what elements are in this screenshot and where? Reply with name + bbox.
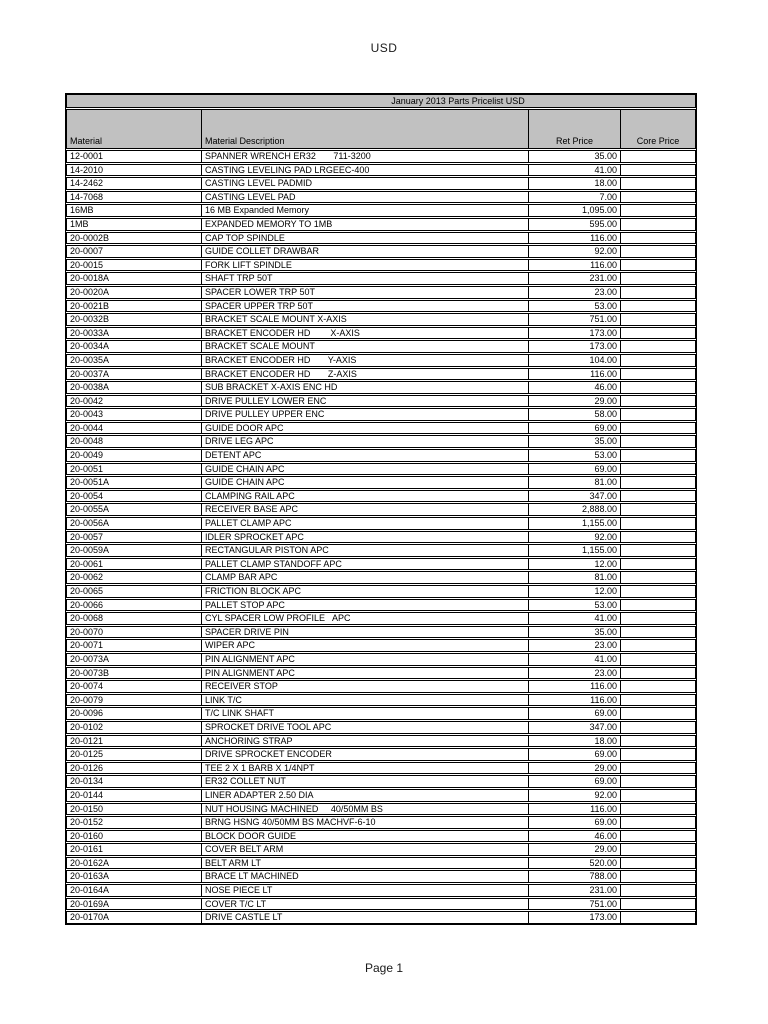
table-row (66, 300, 696, 313)
ret-price-cell: 53.00 (528, 449, 620, 462)
table-row (66, 286, 696, 299)
core-price-cell (620, 232, 696, 245)
material-cell: 20-0042 (66, 395, 201, 408)
material-cell: 20-0043 (66, 408, 201, 421)
description-cell: DRIVE SPROCKET ENCODER (201, 748, 528, 761)
description-cell: DRIVE PULLEY UPPER ENC (201, 408, 528, 421)
ret-price-cell: 92.00 (528, 245, 620, 258)
table-row (66, 911, 696, 924)
table-row (66, 463, 696, 476)
material-cell: 14-2010 (66, 164, 201, 177)
material-cell: 20-0160 (66, 830, 201, 843)
material-cell: 1MB (66, 218, 201, 231)
ret-price-cell: 35.00 (528, 435, 620, 448)
description-cell: DRIVE LEG APC (201, 435, 528, 448)
ret-price-cell: 751.00 (528, 898, 620, 911)
material-cell: 20-0150 (66, 803, 201, 816)
material-cell: 20-0073A (66, 653, 201, 666)
description-cell: PALLET CLAMP APC (201, 517, 528, 530)
table-row (66, 517, 696, 530)
material-cell: 20-0034A (66, 340, 201, 353)
table-row (66, 272, 696, 285)
material-cell: 20-0068 (66, 612, 201, 625)
table-row (66, 531, 696, 544)
core-price-cell (620, 531, 696, 544)
material-cell: 20-0152 (66, 816, 201, 829)
ret-price-cell: 81.00 (528, 571, 620, 584)
core-price-cell (620, 571, 696, 584)
description-cell: ER32 COLLET NUT (201, 775, 528, 788)
table-row (66, 830, 696, 843)
table-row (66, 816, 696, 829)
description-cell: WIPER APC (201, 639, 528, 652)
ret-price-cell: 116.00 (528, 368, 620, 381)
description-cell: BRACKET ENCODER HD Y-AXIS (201, 354, 528, 367)
table-row (66, 232, 696, 245)
table-row (66, 585, 696, 598)
description-cell: CASTING LEVELING PAD LRGEEC-400 (201, 164, 528, 177)
page-number: Page 1 (364, 961, 404, 975)
core-price-cell (620, 476, 696, 489)
ret-price-cell: 173.00 (528, 340, 620, 353)
core-price-cell (620, 843, 696, 856)
description-cell: BELT ARM LT (201, 857, 528, 870)
column-header-material: Material (66, 109, 201, 149)
ret-price-cell: 41.00 (528, 612, 620, 625)
core-price-cell (620, 639, 696, 652)
core-price-cell (620, 816, 696, 829)
description-cell: RECTANGULAR PISTON APC (201, 544, 528, 557)
ret-price-cell: 12.00 (528, 585, 620, 598)
core-price-cell (620, 870, 696, 883)
core-price-cell (620, 286, 696, 299)
pricelist-table (65, 93, 697, 925)
material-cell: 20-0134 (66, 775, 201, 788)
core-price-cell (620, 164, 696, 177)
material-cell: 14-7068 (66, 191, 201, 204)
ret-price-cell: 231.00 (528, 272, 620, 285)
description-cell: T/C LINK SHAFT (201, 707, 528, 720)
table-row (66, 150, 696, 163)
table-row (66, 707, 696, 720)
ret-price-cell: 18.00 (528, 177, 620, 190)
material-cell: 16MB (66, 204, 201, 217)
description-cell: BLOCK DOOR GUIDE (201, 830, 528, 843)
core-price-cell (620, 245, 696, 258)
material-cell: 20-0051 (66, 463, 201, 476)
core-price-cell (620, 218, 696, 231)
core-price-cell (620, 191, 696, 204)
description-cell: SPROCKET DRIVE TOOL APC (201, 721, 528, 734)
ret-price-cell: 29.00 (528, 395, 620, 408)
table-row (66, 870, 696, 883)
core-price-cell (620, 381, 696, 394)
description-cell: PIN ALIGNMENT APC (201, 667, 528, 680)
ret-price-cell: 23.00 (528, 667, 620, 680)
ret-price-cell: 69.00 (528, 816, 620, 829)
material-cell: 20-0057 (66, 531, 201, 544)
table-row (66, 395, 696, 408)
core-price-cell (620, 735, 696, 748)
column-header-material-description: Material Description (201, 109, 528, 149)
description-cell: CASTING LEVEL PAD (201, 191, 528, 204)
table-row (66, 490, 696, 503)
ret-price-cell: 58.00 (528, 408, 620, 421)
table-row (66, 571, 696, 584)
table-row (66, 626, 696, 639)
description-cell: NUT HOUSING MACHINED 40/50MM BS (201, 803, 528, 816)
material-cell: 20-0059A (66, 544, 201, 557)
description-cell: LINK T/C (201, 694, 528, 707)
ret-price-cell: 69.00 (528, 463, 620, 476)
ret-price-cell: 29.00 (528, 843, 620, 856)
table-row (66, 408, 696, 421)
description-cell: BRACKET ENCODER HD X-AXIS (201, 327, 528, 340)
core-price-cell (620, 599, 696, 612)
description-cell: SUB BRACKET X-AXIS ENC HD (201, 381, 528, 394)
table-title: January 2013 Parts Pricelist USD (66, 94, 696, 108)
table-row (66, 599, 696, 612)
material-cell: 20-0169A (66, 898, 201, 911)
core-price-cell (620, 313, 696, 326)
core-price-cell (620, 884, 696, 897)
material-cell: 20-0144 (66, 789, 201, 802)
ret-price-cell: 81.00 (528, 476, 620, 489)
description-cell: FRICTION BLOCK APC (201, 585, 528, 598)
description-cell: DRIVE PULLEY LOWER ENC (201, 395, 528, 408)
description-cell: BRNG HSNG 40/50MM BS MACHVF-6-10 (201, 816, 528, 829)
material-cell: 20-0055A (66, 503, 201, 516)
material-cell: 20-0007 (66, 245, 201, 258)
description-cell: SPACER DRIVE PIN (201, 626, 528, 639)
document-heading: USD (370, 41, 398, 55)
material-cell: 20-0065 (66, 585, 201, 598)
ret-price-cell: 69.00 (528, 422, 620, 435)
ret-price-cell: 116.00 (528, 803, 620, 816)
description-cell: COVER T/C LT (201, 898, 528, 911)
description-cell: RECEIVER STOP (201, 680, 528, 693)
description-cell: CASTING LEVEL PADMID (201, 177, 528, 190)
table-row (66, 191, 696, 204)
table-row (66, 177, 696, 190)
ret-price-cell: 231.00 (528, 884, 620, 897)
table-row (66, 503, 696, 516)
ret-price-cell: 1,095.00 (528, 204, 620, 217)
description-cell: FORK LIFT SPINDLE (201, 259, 528, 272)
table-row (66, 435, 696, 448)
description-cell: CLAMP BAR APC (201, 571, 528, 584)
description-cell: GUIDE COLLET DRAWBAR (201, 245, 528, 258)
description-cell: GUIDE CHAIN APC (201, 476, 528, 489)
core-price-cell (620, 259, 696, 272)
description-cell: DETENT APC (201, 449, 528, 462)
material-cell: 20-0048 (66, 435, 201, 448)
material-cell: 20-0170A (66, 911, 201, 924)
table-row (66, 748, 696, 761)
ret-price-cell: 2,888.00 (528, 503, 620, 516)
ret-price-cell: 18.00 (528, 735, 620, 748)
table-body (66, 150, 696, 924)
material-cell: 20-0054 (66, 490, 201, 503)
material-cell: 20-0096 (66, 707, 201, 720)
table-row (66, 735, 696, 748)
core-price-cell (620, 707, 696, 720)
core-price-cell (620, 667, 696, 680)
core-price-cell (620, 408, 696, 421)
ret-price-cell: 520.00 (528, 857, 620, 870)
column-header-ret-price: Ret Price (528, 109, 620, 149)
table-row (66, 762, 696, 775)
description-cell: PALLET CLAMP STANDOFF APC (201, 558, 528, 571)
material-cell: 14-2462 (66, 177, 201, 190)
table-header-row (66, 109, 696, 149)
ret-price-cell: 104.00 (528, 354, 620, 367)
core-price-cell (620, 463, 696, 476)
core-price-cell (620, 300, 696, 313)
ret-price-cell: 46.00 (528, 381, 620, 394)
description-cell: RECEIVER BASE APC (201, 503, 528, 516)
ret-price-cell: 595.00 (528, 218, 620, 231)
ret-price-cell: 116.00 (528, 259, 620, 272)
core-price-cell (620, 911, 696, 924)
core-price-cell (620, 803, 696, 816)
description-cell: BRACKET ENCODER HD Z-AXIS (201, 368, 528, 381)
description-cell: COVER BELT ARM (201, 843, 528, 856)
material-cell: 20-0070 (66, 626, 201, 639)
table-row (66, 368, 696, 381)
table-row (66, 653, 696, 666)
material-cell: 20-0035A (66, 354, 201, 367)
core-price-cell (620, 775, 696, 788)
table-row (66, 327, 696, 340)
material-cell: 20-0079 (66, 694, 201, 707)
core-price-cell (620, 503, 696, 516)
ret-price-cell: 41.00 (528, 164, 620, 177)
material-cell: 20-0073B (66, 667, 201, 680)
core-price-cell (620, 626, 696, 639)
material-cell: 20-0062 (66, 571, 201, 584)
description-cell: PIN ALIGNMENT APC (201, 653, 528, 666)
table-row (66, 476, 696, 489)
core-price-cell (620, 272, 696, 285)
core-price-cell (620, 544, 696, 557)
table-row (66, 313, 696, 326)
ret-price-cell: 35.00 (528, 626, 620, 639)
material-cell: 20-0032B (66, 313, 201, 326)
ret-price-cell: 1,155.00 (528, 544, 620, 557)
ret-price-cell: 7.00 (528, 191, 620, 204)
ret-price-cell: 92.00 (528, 789, 620, 802)
ret-price-cell: 1,155.00 (528, 517, 620, 530)
ret-price-cell: 116.00 (528, 232, 620, 245)
core-price-cell (620, 449, 696, 462)
ret-price-cell: 35.00 (528, 150, 620, 163)
description-cell: TEE 2 X 1 BARB X 1/4NPT (201, 762, 528, 775)
table-row (66, 667, 696, 680)
core-price-cell (620, 204, 696, 217)
table-row (66, 721, 696, 734)
description-cell: PALLET STOP APC (201, 599, 528, 612)
material-cell: 20-0002B (66, 232, 201, 245)
material-cell: 20-0051A (66, 476, 201, 489)
ret-price-cell: 29.00 (528, 762, 620, 775)
core-price-cell (620, 762, 696, 775)
core-price-cell (620, 517, 696, 530)
ret-price-cell: 12.00 (528, 558, 620, 571)
table-row (66, 422, 696, 435)
core-price-cell (620, 653, 696, 666)
material-cell: 12-0001 (66, 150, 201, 163)
material-cell: 20-0102 (66, 721, 201, 734)
table-row (66, 639, 696, 652)
ret-price-cell: 116.00 (528, 680, 620, 693)
ret-price-cell: 41.00 (528, 653, 620, 666)
material-cell: 20-0015 (66, 259, 201, 272)
material-cell: 20-0037A (66, 368, 201, 381)
table-row (66, 857, 696, 870)
material-cell: 20-0018A (66, 272, 201, 285)
description-cell: NOSE PIECE LT (201, 884, 528, 897)
description-cell: LINER ADAPTER 2.50 DIA (201, 789, 528, 802)
core-price-cell (620, 898, 696, 911)
table-row (66, 340, 696, 353)
material-cell: 20-0038A (66, 381, 201, 394)
material-cell: 20-0061 (66, 558, 201, 571)
table-row (66, 803, 696, 816)
ret-price-cell: 173.00 (528, 911, 620, 924)
ret-price-cell: 173.00 (528, 327, 620, 340)
ret-price-cell: 347.00 (528, 721, 620, 734)
table-row (66, 898, 696, 911)
description-cell: BRACKET SCALE MOUNT (201, 340, 528, 353)
table-row (66, 680, 696, 693)
table-row (66, 775, 696, 788)
ret-price-cell: 69.00 (528, 775, 620, 788)
material-cell: 20-0020A (66, 286, 201, 299)
description-cell: CYL SPACER LOW PROFILE APC (201, 612, 528, 625)
description-cell: BRACKET SCALE MOUNT X-AXIS (201, 313, 528, 326)
material-cell: 20-0066 (66, 599, 201, 612)
material-cell: 20-0161 (66, 843, 201, 856)
material-cell: 20-0164A (66, 884, 201, 897)
ret-price-cell: 69.00 (528, 748, 620, 761)
core-price-cell (620, 558, 696, 571)
ret-price-cell: 46.00 (528, 830, 620, 843)
table-row (66, 245, 696, 258)
table-row (66, 884, 696, 897)
material-cell: 20-0121 (66, 735, 201, 748)
table-row (66, 789, 696, 802)
description-cell: GUIDE DOOR APC (201, 422, 528, 435)
core-price-cell (620, 435, 696, 448)
material-cell: 20-0125 (66, 748, 201, 761)
table-row (66, 204, 696, 217)
ret-price-cell: 23.00 (528, 286, 620, 299)
ret-price-cell: 92.00 (528, 531, 620, 544)
core-price-cell (620, 368, 696, 381)
core-price-cell (620, 422, 696, 435)
ret-price-cell: 23.00 (528, 639, 620, 652)
ret-price-cell: 347.00 (528, 490, 620, 503)
table-row (66, 218, 696, 231)
core-price-cell (620, 857, 696, 870)
ret-price-cell: 69.00 (528, 707, 620, 720)
core-price-cell (620, 830, 696, 843)
description-cell: DRIVE CASTLE LT (201, 911, 528, 924)
description-cell: CLAMPING RAIL APC (201, 490, 528, 503)
description-cell: ANCHORING STRAP (201, 735, 528, 748)
core-price-cell (620, 395, 696, 408)
table-row (66, 259, 696, 272)
core-price-cell (620, 789, 696, 802)
ret-price-cell: 788.00 (528, 870, 620, 883)
core-price-cell (620, 694, 696, 707)
table-row (66, 354, 696, 367)
description-cell: SHAFT TRP 50T (201, 272, 528, 285)
description-cell: CAP TOP SPINDLE (201, 232, 528, 245)
core-price-cell (620, 340, 696, 353)
core-price-cell (620, 177, 696, 190)
column-header-core-price: Core Price (620, 109, 696, 149)
description-cell: GUIDE CHAIN APC (201, 463, 528, 476)
material-cell: 20-0071 (66, 639, 201, 652)
description-cell: IDLER SPROCKET APC (201, 531, 528, 544)
ret-price-cell: 53.00 (528, 599, 620, 612)
core-price-cell (620, 680, 696, 693)
table-row (66, 694, 696, 707)
core-price-cell (620, 150, 696, 163)
material-cell: 20-0056A (66, 517, 201, 530)
table-row (66, 843, 696, 856)
table-row (66, 449, 696, 462)
material-cell: 20-0163A (66, 870, 201, 883)
core-price-cell (620, 748, 696, 761)
description-cell: EXPANDED MEMORY TO 1MB (201, 218, 528, 231)
core-price-cell (620, 612, 696, 625)
description-cell: SPANNER WRENCH ER32 711-3200 (201, 150, 528, 163)
table-row (66, 381, 696, 394)
description-cell: SPACER UPPER TRP 50T (201, 300, 528, 313)
description-cell: SPACER LOWER TRP 50T (201, 286, 528, 299)
description-cell: 16 MB Expanded Memory (201, 204, 528, 217)
material-cell: 20-0074 (66, 680, 201, 693)
ret-price-cell: 116.00 (528, 694, 620, 707)
description-cell: BRACE LT MACHINED (201, 870, 528, 883)
core-price-cell (620, 585, 696, 598)
core-price-cell (620, 354, 696, 367)
core-price-cell (620, 490, 696, 503)
material-cell: 20-0049 (66, 449, 201, 462)
material-cell: 20-0021B (66, 300, 201, 313)
table-row (66, 164, 696, 177)
ret-price-cell: 53.00 (528, 300, 620, 313)
table-row (66, 558, 696, 571)
material-cell: 20-0162A (66, 857, 201, 870)
material-cell: 20-0044 (66, 422, 201, 435)
core-price-cell (620, 721, 696, 734)
table-row (66, 544, 696, 557)
ret-price-cell: 751.00 (528, 313, 620, 326)
material-cell: 20-0033A (66, 327, 201, 340)
material-cell: 20-0126 (66, 762, 201, 775)
table-row (66, 612, 696, 625)
core-price-cell (620, 327, 696, 340)
